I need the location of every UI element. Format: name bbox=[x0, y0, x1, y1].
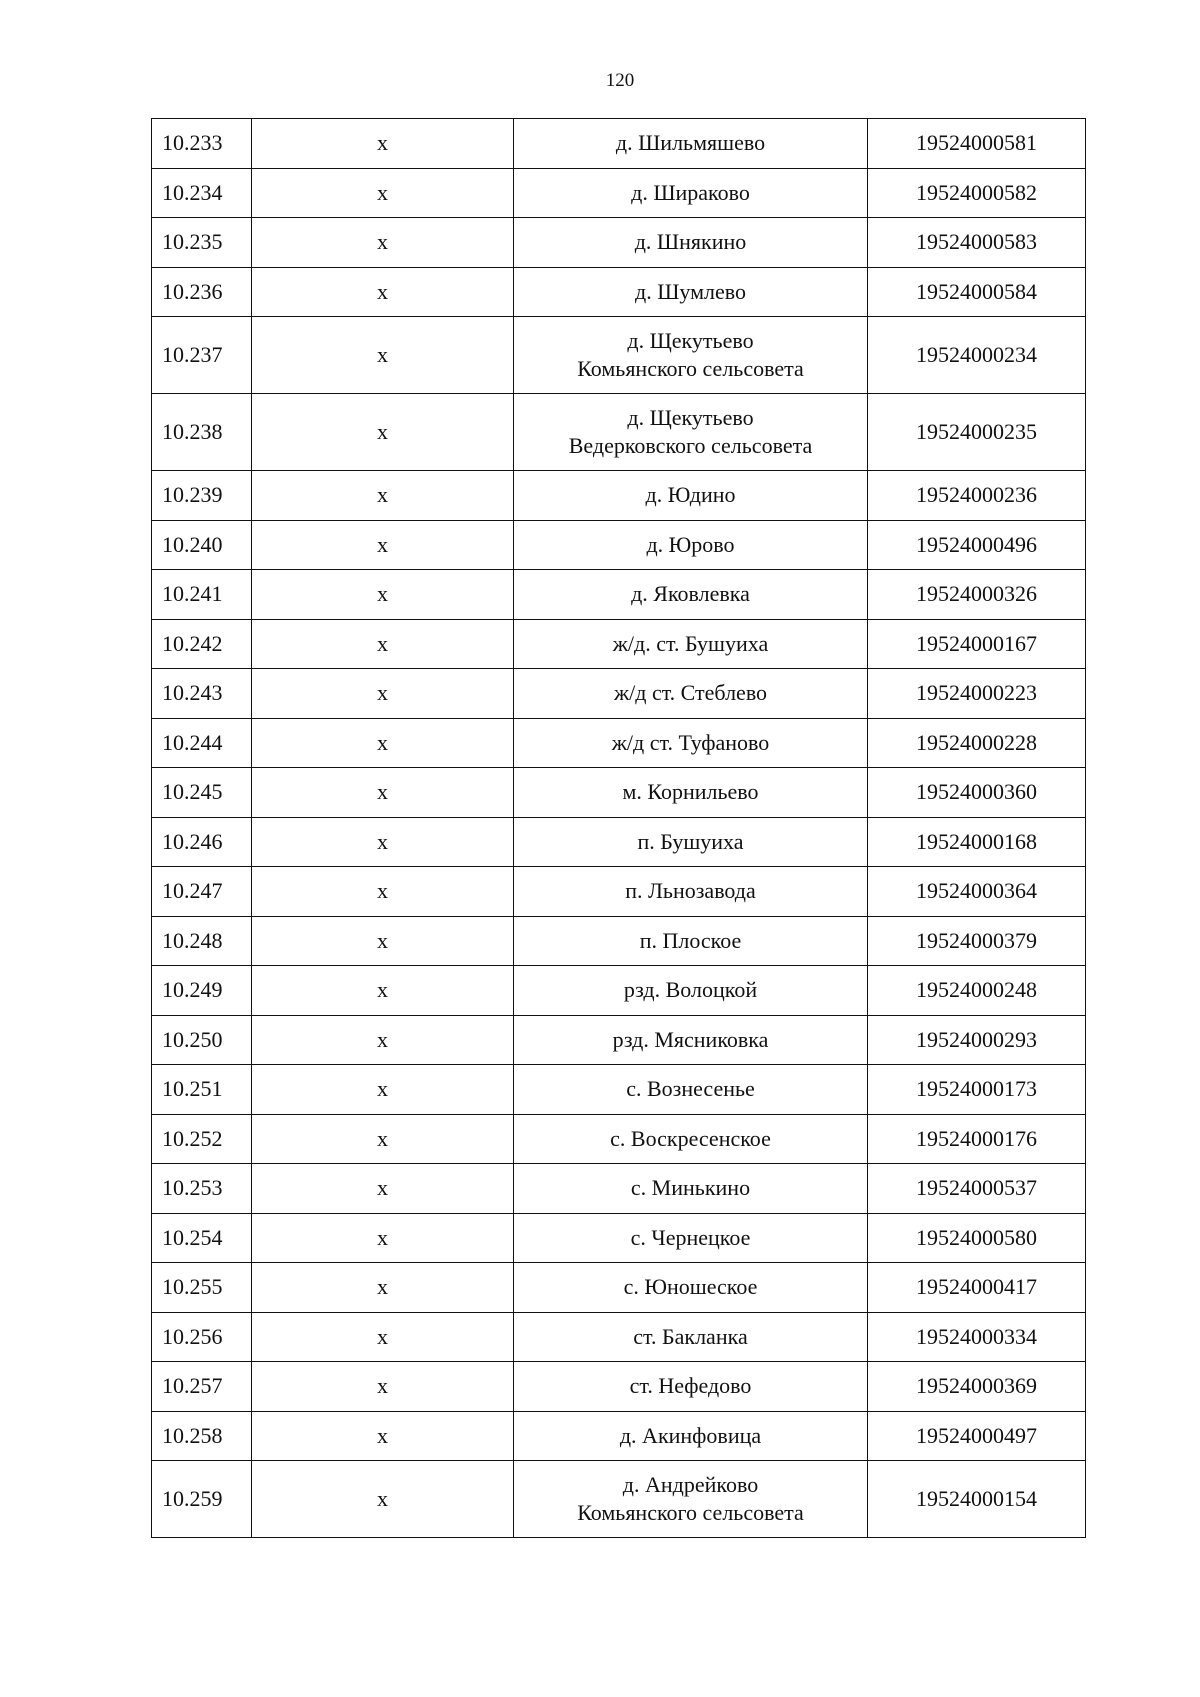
row-number-cell: 10.234 bbox=[152, 168, 252, 218]
settlement-name-line: п. Бушуиха bbox=[637, 828, 744, 854]
table-row bbox=[152, 669, 1086, 719]
code-cell: 19524000326 bbox=[868, 570, 1086, 620]
mark-cell: х bbox=[252, 1065, 514, 1115]
row-number-cell: 10.236 bbox=[152, 267, 252, 317]
settlement-name-cell bbox=[514, 119, 868, 169]
settlement-name-line: д. Шнякино bbox=[634, 229, 747, 255]
mark-cell: х bbox=[252, 570, 514, 620]
settlement-name-line: с. Воскресенское bbox=[610, 1125, 771, 1151]
settlement-name-cell bbox=[514, 867, 868, 917]
table-row bbox=[152, 619, 1086, 669]
settlement-name-line: п. Плоское bbox=[639, 927, 742, 953]
settlement-name-line: Комьянского сельсовета bbox=[577, 356, 804, 381]
row-number-cell: 10.254 bbox=[152, 1213, 252, 1263]
settlement-name-line: д. Юдино bbox=[645, 482, 736, 508]
row-number-cell: 10.233 bbox=[152, 119, 252, 169]
code-cell: 19524000173 bbox=[868, 1065, 1086, 1115]
mark-cell: х bbox=[252, 619, 514, 669]
row-number-cell: 10.253 bbox=[152, 1164, 252, 1214]
code-cell: 19524000168 bbox=[868, 817, 1086, 867]
mark-cell: х bbox=[252, 817, 514, 867]
table-row bbox=[152, 817, 1086, 867]
settlement-name-line: с. Вознесенье bbox=[626, 1076, 755, 1102]
settlement-name-line: с. Чернецкое bbox=[630, 1224, 751, 1250]
code-cell: 19524000582 bbox=[868, 168, 1086, 218]
code-cell: 19524000293 bbox=[868, 1015, 1086, 1065]
settlement-name-cell bbox=[514, 669, 868, 719]
settlement-name-cell bbox=[514, 471, 868, 521]
table-row bbox=[152, 1015, 1086, 1065]
mark-cell: х bbox=[252, 1015, 514, 1065]
mark-cell: х bbox=[252, 768, 514, 818]
table-row bbox=[152, 966, 1086, 1016]
table-row bbox=[152, 1213, 1086, 1263]
row-number-cell: 10.245 bbox=[152, 768, 252, 818]
row-number-cell: 10.251 bbox=[152, 1065, 252, 1115]
row-number-cell: 10.238 bbox=[152, 394, 252, 471]
table-row bbox=[152, 1263, 1086, 1313]
code-cell: 19524000584 bbox=[868, 267, 1086, 317]
settlement-name-cell bbox=[514, 520, 868, 570]
row-number-cell: 10.246 bbox=[152, 817, 252, 867]
settlement-name-cell bbox=[514, 619, 868, 669]
settlement-name-cell bbox=[514, 570, 868, 620]
row-number-cell: 10.247 bbox=[152, 867, 252, 917]
settlement-name-cell bbox=[514, 218, 868, 268]
code-cell: 19524000234 bbox=[868, 317, 1086, 394]
row-number-cell: 10.259 bbox=[152, 1461, 252, 1538]
mark-cell: х bbox=[252, 916, 514, 966]
settlement-name-cell bbox=[514, 817, 868, 867]
code-cell: 19524000334 bbox=[868, 1312, 1086, 1362]
code-cell: 19524000580 bbox=[868, 1213, 1086, 1263]
row-number-cell: 10.256 bbox=[152, 1312, 252, 1362]
code-cell: 19524000248 bbox=[868, 966, 1086, 1016]
settlement-name-cell bbox=[514, 1164, 868, 1214]
table-row bbox=[152, 119, 1086, 169]
settlement-name-cell bbox=[514, 168, 868, 218]
settlement-name-cell bbox=[514, 1362, 868, 1412]
settlement-name-line: с. Минькино bbox=[630, 1175, 751, 1201]
code-cell: 19524000235 bbox=[868, 394, 1086, 471]
code-cell: 19524000379 bbox=[868, 916, 1086, 966]
settlement-name-cell bbox=[514, 1065, 868, 1115]
row-number-cell: 10.243 bbox=[152, 669, 252, 719]
settlement-name-line: д. Щекутьево bbox=[627, 328, 754, 353]
row-number-cell: 10.249 bbox=[152, 966, 252, 1016]
table-row bbox=[152, 718, 1086, 768]
row-number-cell: 10.242 bbox=[152, 619, 252, 669]
settlement-name-cell bbox=[514, 1411, 868, 1461]
settlement-name-cell bbox=[514, 1461, 868, 1538]
settlement-name-cell bbox=[514, 1015, 868, 1065]
settlement-name-line: д. Шильмяшево bbox=[615, 130, 766, 156]
mark-cell: х bbox=[252, 267, 514, 317]
settlement-name-cell bbox=[514, 916, 868, 966]
code-cell: 19524000223 bbox=[868, 669, 1086, 719]
code-cell: 19524000236 bbox=[868, 471, 1086, 521]
mark-cell: х bbox=[252, 1263, 514, 1313]
settlement-name-line: д. Андрейково bbox=[622, 1472, 759, 1497]
settlement-name-line: д. Юрово bbox=[646, 531, 735, 557]
settlement-name-cell bbox=[514, 718, 868, 768]
table-row bbox=[152, 1312, 1086, 1362]
settlement-name-line: д. Яковлевка bbox=[631, 581, 750, 607]
row-number-cell: 10.241 bbox=[152, 570, 252, 620]
table-row bbox=[152, 1461, 1086, 1538]
settlement-name-line: д. Акинфовица bbox=[619, 1422, 762, 1448]
row-number-cell: 10.237 bbox=[152, 317, 252, 394]
settlement-name-line: с. Юношеское bbox=[623, 1274, 758, 1300]
mark-cell: х bbox=[252, 520, 514, 570]
mark-cell: х bbox=[252, 317, 514, 394]
mark-cell: х bbox=[252, 1312, 514, 1362]
code-cell: 19524000417 bbox=[868, 1263, 1086, 1313]
row-number-cell: 10.250 bbox=[152, 1015, 252, 1065]
settlement-name-cell bbox=[514, 768, 868, 818]
table-row bbox=[152, 168, 1086, 218]
settlement-name-cell bbox=[514, 1312, 868, 1362]
settlement-name-line: д. Щекутьево bbox=[627, 405, 754, 430]
mark-cell: х bbox=[252, 966, 514, 1016]
mark-cell: х bbox=[252, 669, 514, 719]
mark-cell: х bbox=[252, 1114, 514, 1164]
page-number: 120 bbox=[605, 70, 635, 91]
row-number-cell: 10.248 bbox=[152, 916, 252, 966]
table-row bbox=[152, 768, 1086, 818]
row-number-cell: 10.235 bbox=[152, 218, 252, 268]
code-cell: 19524000167 bbox=[868, 619, 1086, 669]
settlement-name-cell bbox=[514, 394, 868, 471]
code-cell: 19524000360 bbox=[868, 768, 1086, 818]
code-cell: 19524000154 bbox=[868, 1461, 1086, 1538]
mark-cell: х bbox=[252, 1461, 514, 1538]
mark-cell: х bbox=[252, 394, 514, 471]
table-row bbox=[152, 394, 1086, 471]
mark-cell: х bbox=[252, 471, 514, 521]
settlement-name-line: ж/д ст. Туфаново bbox=[611, 729, 770, 755]
settlement-name-cell bbox=[514, 1213, 868, 1263]
row-number-cell: 10.252 bbox=[152, 1114, 252, 1164]
row-number-cell: 10.239 bbox=[152, 471, 252, 521]
settlement-name-line: п. Льнозавода bbox=[625, 878, 756, 904]
table-row bbox=[152, 570, 1086, 620]
settlement-name-line: Комьянского сельсовета bbox=[577, 1500, 804, 1525]
settlement-name-line: рзд. Мясниковка bbox=[612, 1026, 769, 1052]
row-number-cell: 10.258 bbox=[152, 1411, 252, 1461]
mark-cell: х bbox=[252, 168, 514, 218]
settlement-name-line: ст. Нефедово bbox=[629, 1373, 752, 1399]
table-row bbox=[152, 1411, 1086, 1461]
settlement-name-line: ж/д ст. Стеблево bbox=[613, 680, 768, 706]
code-cell: 19524000583 bbox=[868, 218, 1086, 268]
code-cell: 19524000537 bbox=[868, 1164, 1086, 1214]
table-row bbox=[152, 267, 1086, 317]
table-row bbox=[152, 1362, 1086, 1412]
row-number-cell: 10.240 bbox=[152, 520, 252, 570]
mark-cell: х bbox=[252, 1362, 514, 1412]
settlement-name-line: Ведерковского сельсовета bbox=[568, 433, 813, 458]
settlement-name-cell bbox=[514, 267, 868, 317]
mark-cell: х bbox=[252, 218, 514, 268]
mark-cell: х bbox=[252, 1164, 514, 1214]
settlement-name-line: д. Шумлево bbox=[635, 278, 746, 304]
code-cell: 19524000176 bbox=[868, 1114, 1086, 1164]
row-number-cell: 10.244 bbox=[152, 718, 252, 768]
table-row bbox=[152, 471, 1086, 521]
settlement-name-line: рзд. Волоцкой bbox=[623, 977, 758, 1003]
settlement-name-line: ж/д. ст. Бушуиха bbox=[612, 630, 769, 656]
mark-cell: х bbox=[252, 1213, 514, 1263]
table-row bbox=[152, 1065, 1086, 1115]
code-cell: 19524000581 bbox=[868, 119, 1086, 169]
settlement-name-cell bbox=[514, 317, 868, 394]
settlement-name-cell bbox=[514, 1263, 868, 1313]
mark-cell: х bbox=[252, 718, 514, 768]
mark-cell: х bbox=[252, 1411, 514, 1461]
code-cell: 19524000369 bbox=[868, 1362, 1086, 1412]
table-row bbox=[152, 867, 1086, 917]
code-cell: 19524000364 bbox=[868, 867, 1086, 917]
table-row bbox=[152, 317, 1086, 394]
table-row bbox=[152, 1114, 1086, 1164]
settlement-name-line: ст. Бакланка bbox=[633, 1323, 748, 1349]
table-row bbox=[152, 916, 1086, 966]
mark-cell: х bbox=[252, 867, 514, 917]
settlement-name-cell bbox=[514, 1114, 868, 1164]
mark-cell: х bbox=[252, 119, 514, 169]
table-row bbox=[152, 520, 1086, 570]
settlement-name-cell bbox=[514, 966, 868, 1016]
row-number-cell: 10.255 bbox=[152, 1263, 252, 1313]
table-row bbox=[152, 1164, 1086, 1214]
settlement-name-line: д. Шираково bbox=[631, 179, 750, 205]
code-cell: 19524000496 bbox=[868, 520, 1086, 570]
table-body bbox=[152, 119, 1086, 1538]
code-cell: 19524000497 bbox=[868, 1411, 1086, 1461]
settlements-table bbox=[151, 118, 1086, 1538]
code-cell: 19524000228 bbox=[868, 718, 1086, 768]
row-number-cell: 10.257 bbox=[152, 1362, 252, 1412]
table-row bbox=[152, 218, 1086, 268]
settlement-name-line: м. Корнильево bbox=[622, 779, 759, 805]
